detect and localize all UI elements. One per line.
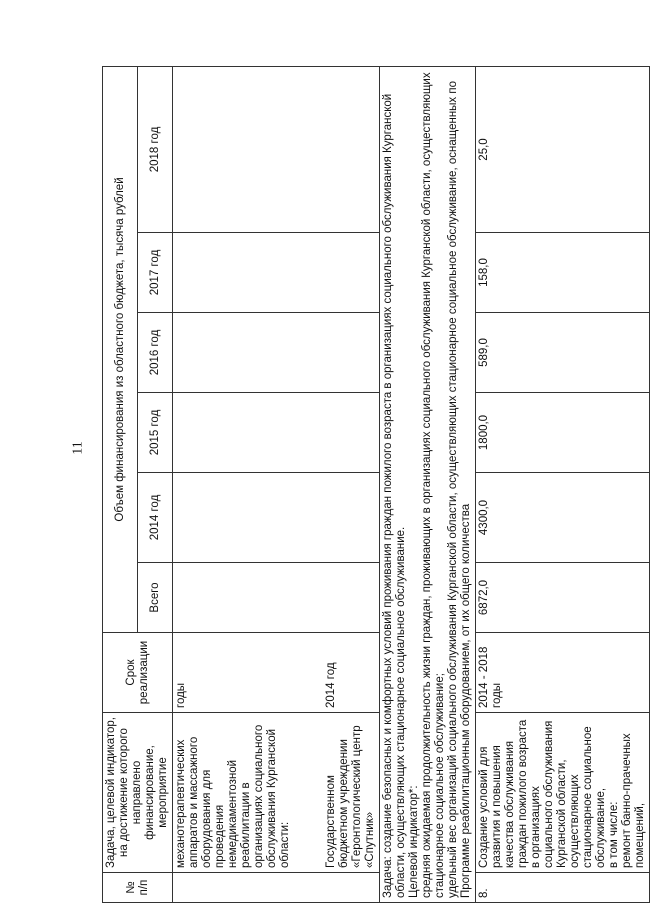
header-total: Всего bbox=[138, 563, 173, 633]
row-period: 2014 - 2018 годы bbox=[475, 633, 649, 713]
org-item: Государственном бюджетном учреждении «Геронтологический центр «Спутник» bbox=[323, 713, 380, 873]
header-2016: 2016 год bbox=[138, 313, 173, 393]
rotated-table-container bbox=[102, 67, 646, 903]
header-num: № п/п bbox=[103, 873, 173, 903]
row-number: 8. bbox=[475, 873, 649, 903]
header-2014: 2014 год bbox=[138, 473, 173, 563]
header-row-1 bbox=[103, 66, 138, 902]
header-2017: 2017 год bbox=[138, 233, 173, 313]
continued-period: годы bbox=[173, 633, 323, 713]
header-task: Задача, целевой индикатор, на достижение которого направлено финансирование, мероприятие bbox=[103, 713, 173, 873]
header-2015: 2015 год bbox=[138, 393, 173, 473]
row-2018: 25,0 bbox=[475, 66, 649, 232]
funding-table bbox=[102, 66, 650, 903]
row-2017: 158,0 bbox=[475, 233, 649, 313]
row-item: Создание условий для развития и повышения качества обслуживания граждан пожилого возраста в организациях социального обслуживания Курганской области, осуществляющих стационарное социальное обслуживание, в том числе: ремонт банно-прачечных помещений, bbox=[475, 713, 649, 873]
continued-item: механотерапевтических аппаратов и массажного оборудования для проведения немедикаментозной реабилитации в организациях социального обслуживания Курганской области: bbox=[173, 713, 323, 873]
table-row bbox=[323, 66, 380, 902]
table-row bbox=[475, 66, 649, 902]
table-row bbox=[173, 66, 323, 902]
row-total: 6872,0 bbox=[475, 563, 649, 633]
header-funding: Объем финансирования из областного бюджета, тысяча рублей bbox=[103, 66, 138, 632]
header-2018: 2018 год bbox=[138, 66, 173, 232]
row-2016: 589,0 bbox=[475, 313, 649, 393]
page-number: 11 bbox=[70, 441, 86, 455]
org-period: 2014 год bbox=[323, 633, 380, 713]
row-2015: 1800,0 bbox=[475, 393, 649, 473]
task-row bbox=[379, 66, 475, 902]
task-description: Задача: создание безопасных и комфортных условий проживания граждан пожилого возраста в организациях социального обслуживания Курганской области, осуществляющих стационарное социальное обслуживание. Целевой индикатор*: средняя ожидаемая продолжительность жизни граждан, проживающих в организациях социального обслуживания Курганской области, осуществляющих стационарное социальное обслуживание; удельный вес организаций социального обслуживания Курганской области, осуществляющих стационарное социальное обслуживание, оснащенных по Программе реабилитационным оборудованием, от их общего количества bbox=[379, 66, 475, 902]
row-2014: 4300,0 bbox=[475, 473, 649, 563]
header-period: Срок реализации bbox=[103, 633, 173, 713]
